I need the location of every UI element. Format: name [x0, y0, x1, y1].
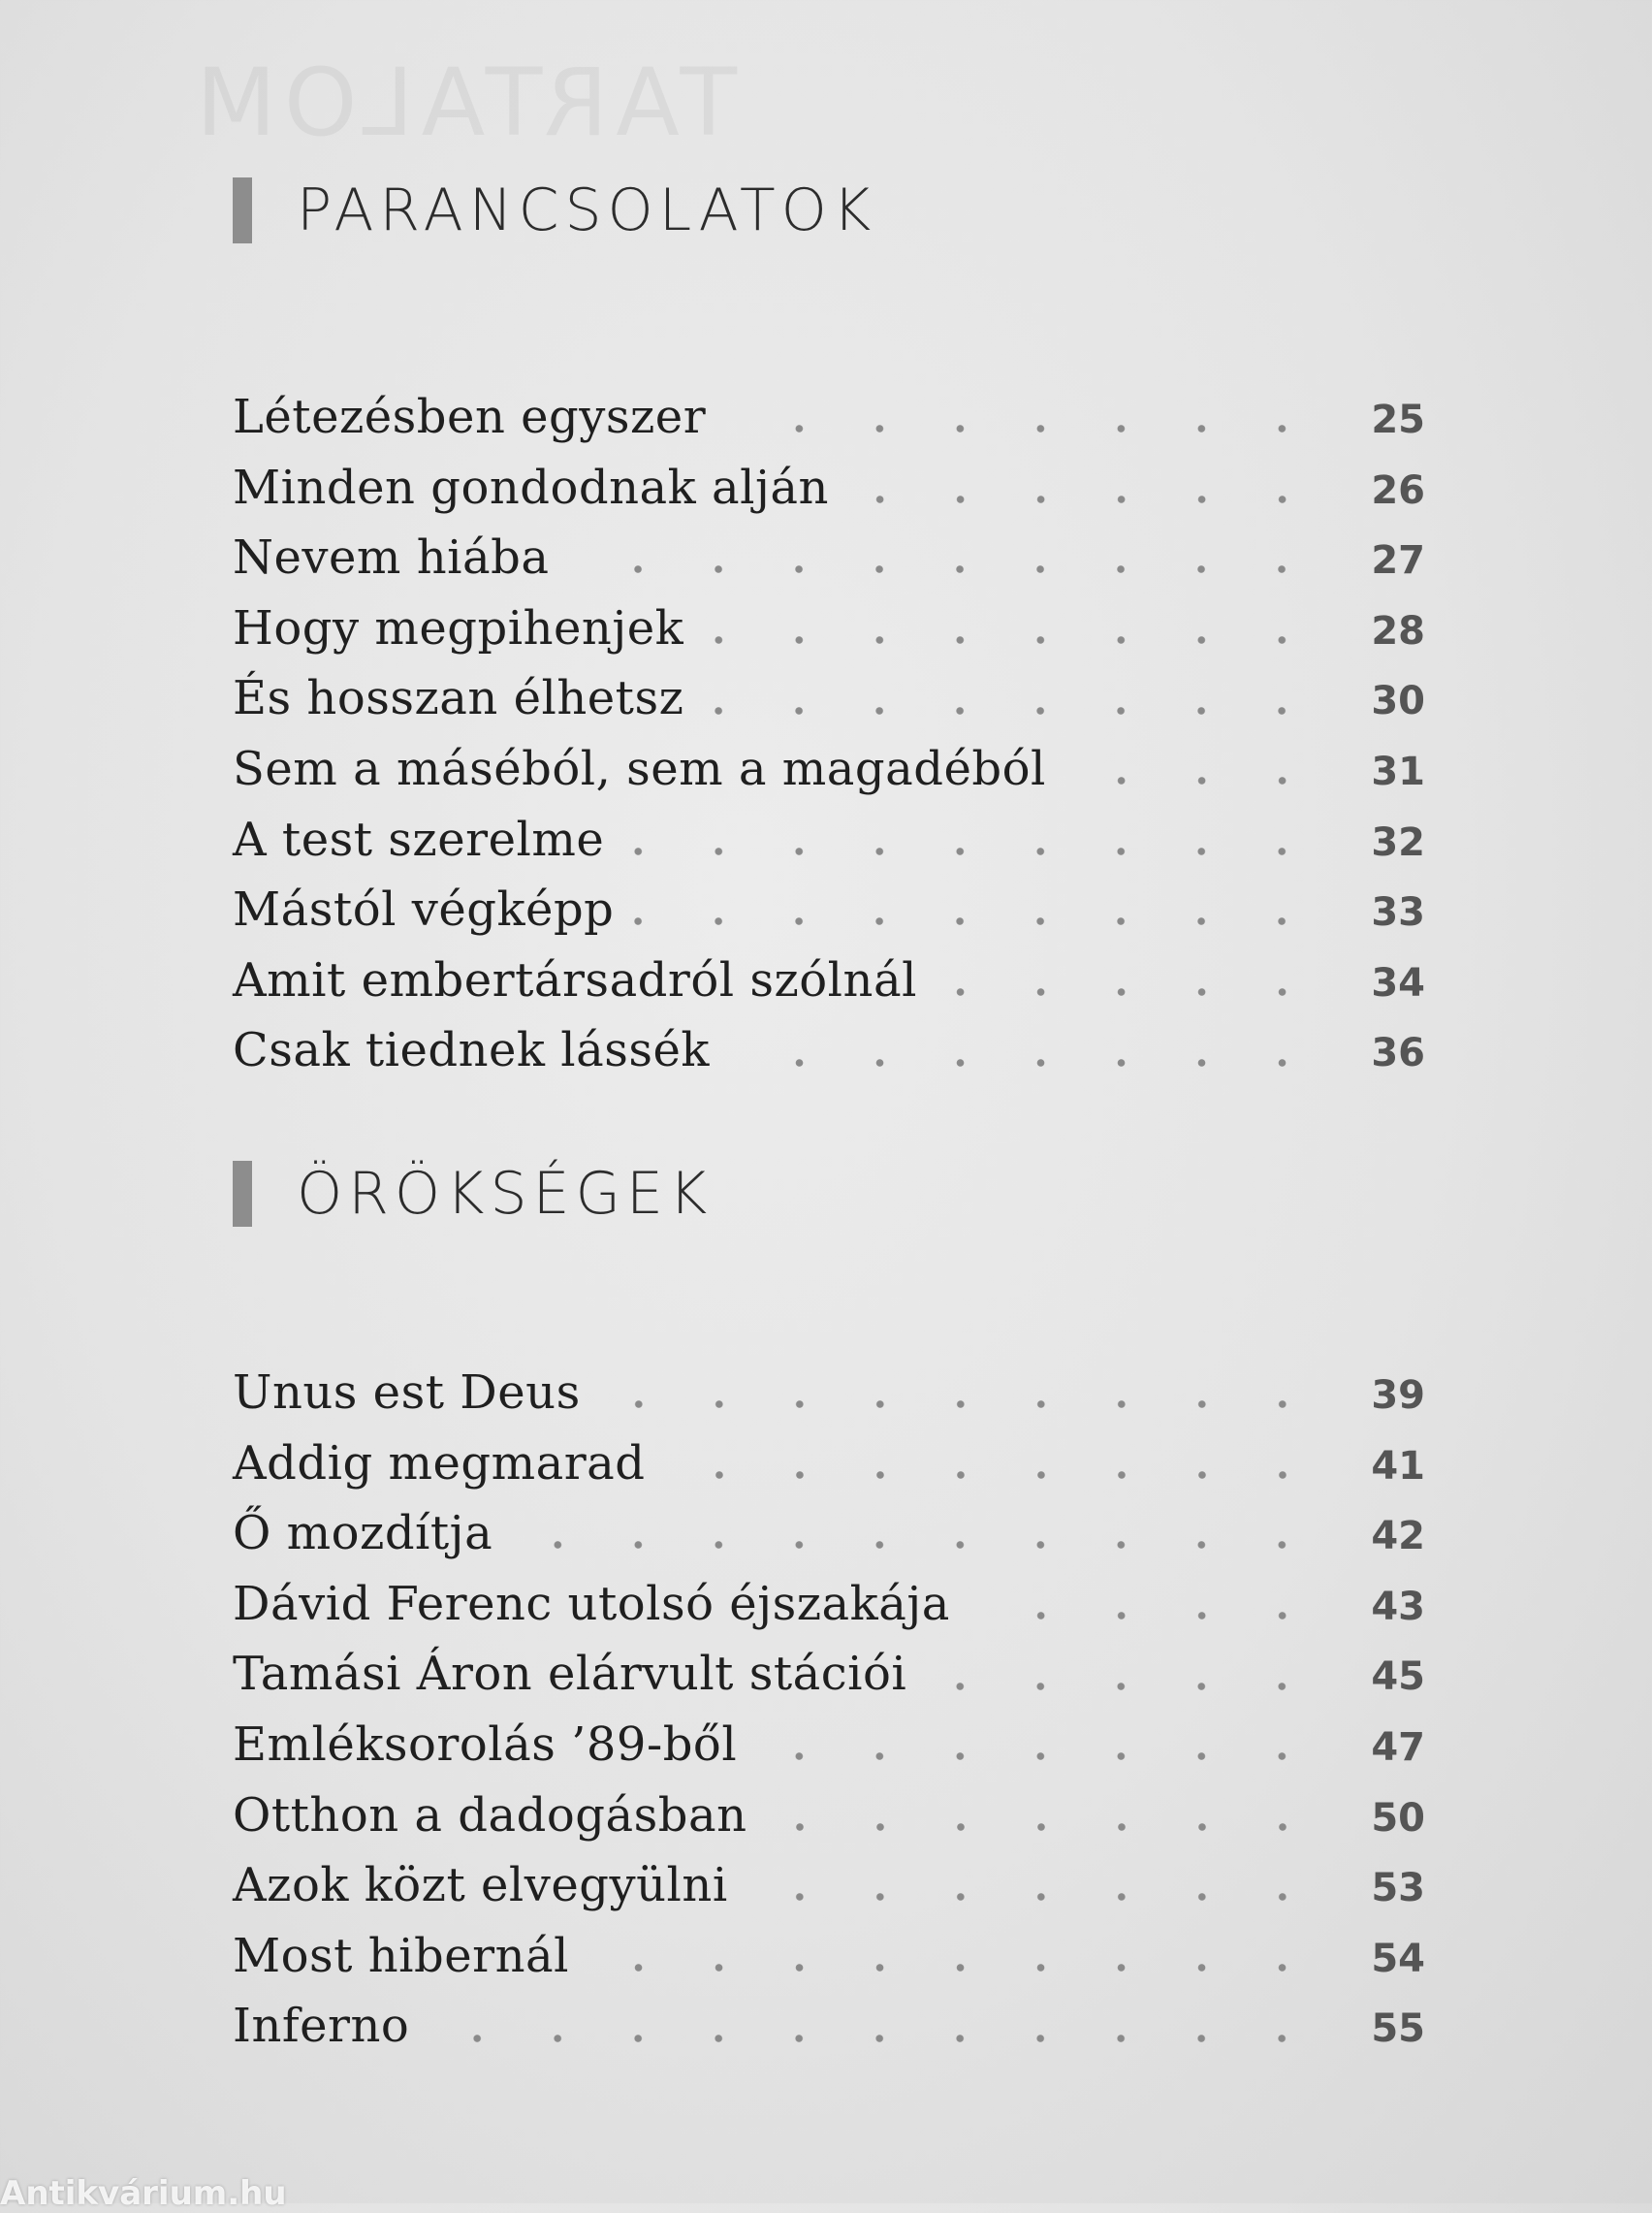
dot-leader: [633, 917, 1322, 925]
section-title: PARANCSOLATOK: [297, 176, 877, 244]
toc-list: [233, 1365, 1425, 2069]
heading-bar-marker: [233, 177, 252, 243]
entry-title: Unus est Deus: [233, 1365, 581, 1420]
toc-entry: [233, 1647, 1425, 1717]
dot-leader: [756, 1752, 1322, 1760]
entry-title: Nevem hiába: [233, 530, 550, 586]
toc-entry: [233, 1929, 1425, 2000]
toc-entry: [233, 1023, 1425, 1094]
dot-leader: [703, 636, 1322, 644]
entry-page-number: 54: [1371, 1936, 1425, 1981]
entry-page-number: 25: [1371, 398, 1425, 442]
dot-leader: [623, 848, 1322, 855]
toc-list: [233, 390, 1425, 1094]
dot-leader: [725, 425, 1322, 433]
toc-entry: [233, 1577, 1425, 1648]
entry-title: Mástól végképp: [233, 882, 615, 938]
entry-title: Azok közt elvegyülni: [233, 1858, 728, 1913]
entry-page-number: 45: [1371, 1654, 1425, 1700]
entry-title: Otthon a dadogásban: [233, 1787, 747, 1843]
toc-entry: [233, 1788, 1425, 1859]
heading-bar-marker: [233, 1161, 252, 1227]
entry-title: Most hibernál: [233, 1928, 569, 1983]
watermark-text: Antikvárium.hu: [0, 2174, 287, 2213]
entry-title: Inferno: [233, 1999, 410, 2054]
section-orokségek: [233, 1160, 1425, 2069]
section-heading: [233, 1160, 1425, 1228]
entry-page-number: 34: [1371, 960, 1425, 1006]
entry-title: Hogy megpihenjek: [233, 600, 684, 656]
entry-page-number: 30: [1371, 679, 1425, 724]
toc-entry: [233, 1999, 1425, 2069]
toc-entry: [233, 530, 1425, 601]
entry-title: Sem a máséból, sem a magadéból: [233, 741, 1046, 796]
entry-page-number: 41: [1371, 1443, 1425, 1489]
toc-entry: [233, 953, 1425, 1024]
toc-entry: [233, 1717, 1425, 1788]
entry-page-number: 42: [1371, 1514, 1425, 1559]
dot-leader: [568, 565, 1322, 573]
dot-leader: [512, 1541, 1322, 1549]
dot-leader: [848, 496, 1322, 503]
toc-entry: [233, 461, 1425, 531]
entry-page-number: 47: [1371, 1724, 1425, 1770]
dot-leader: [969, 1612, 1322, 1620]
entry-title: És hosszan élhetsz: [233, 671, 684, 726]
entry-title: A test szerelme: [233, 812, 605, 867]
entry-page-number: 55: [1371, 2006, 1425, 2052]
dot-leader: [429, 2035, 1322, 2042]
toc-entry: [233, 742, 1425, 813]
dot-leader: [729, 1059, 1322, 1067]
entry-title: Minden gondodnak alján: [233, 460, 829, 515]
toc-entry: [233, 813, 1425, 883]
entry-title: Emléksorolás ’89-ből: [233, 1716, 738, 1772]
entry-page-number: 39: [1371, 1373, 1425, 1418]
dot-leader: [1065, 777, 1322, 785]
entry-title: Létezésben egyszer: [233, 390, 707, 444]
entry-title: Ő mozdítja: [233, 1506, 493, 1561]
toc-entry: [233, 671, 1425, 742]
entry-page-number: 28: [1371, 608, 1425, 654]
dot-leader: [588, 1964, 1322, 1972]
entry-page-number: 26: [1371, 467, 1425, 513]
entry-title: Addig megmarad: [233, 1435, 646, 1491]
entry-page-number: 33: [1371, 890, 1425, 936]
section-title: ÖRÖKSÉGEK: [297, 1160, 714, 1228]
toc-entry: [233, 390, 1425, 461]
toc-entry: [233, 882, 1425, 953]
dot-leader: [665, 1471, 1322, 1479]
dot-leader: [600, 1400, 1322, 1408]
toc-entry: [233, 1436, 1425, 1507]
entry-page-number: 43: [1371, 1584, 1425, 1629]
dot-leader: [937, 988, 1322, 996]
entry-title: Csak tiednek lássék: [233, 1023, 710, 1078]
bleed-through-title: TARTALOM: [188, 48, 737, 157]
entry-title: Dávid Ferenc utolsó éjszakája: [233, 1576, 950, 1631]
toc-entry: [233, 601, 1425, 672]
entry-page-number: 50: [1371, 1795, 1425, 1841]
toc-entry: [233, 1365, 1425, 1436]
dot-leader: [767, 1823, 1323, 1831]
dot-leader: [703, 707, 1322, 715]
entry-page-number: 27: [1371, 538, 1425, 584]
dot-leader: [926, 1683, 1322, 1690]
entry-page-number: 32: [1371, 819, 1425, 865]
dot-leader: [747, 1893, 1322, 1901]
toc-entry: [233, 1858, 1425, 1929]
entry-page-number: 31: [1371, 749, 1425, 794]
entry-title: Amit embertársadról szólnál: [233, 952, 917, 1008]
entry-page-number: 36: [1371, 1031, 1425, 1076]
toc-entry: [233, 1506, 1425, 1577]
section-parancsolatok: [233, 176, 1425, 1094]
entry-page-number: 53: [1371, 1866, 1425, 1911]
entry-title: Tamási Áron elárvult stációi: [233, 1647, 907, 1702]
section-heading: [233, 176, 1425, 244]
